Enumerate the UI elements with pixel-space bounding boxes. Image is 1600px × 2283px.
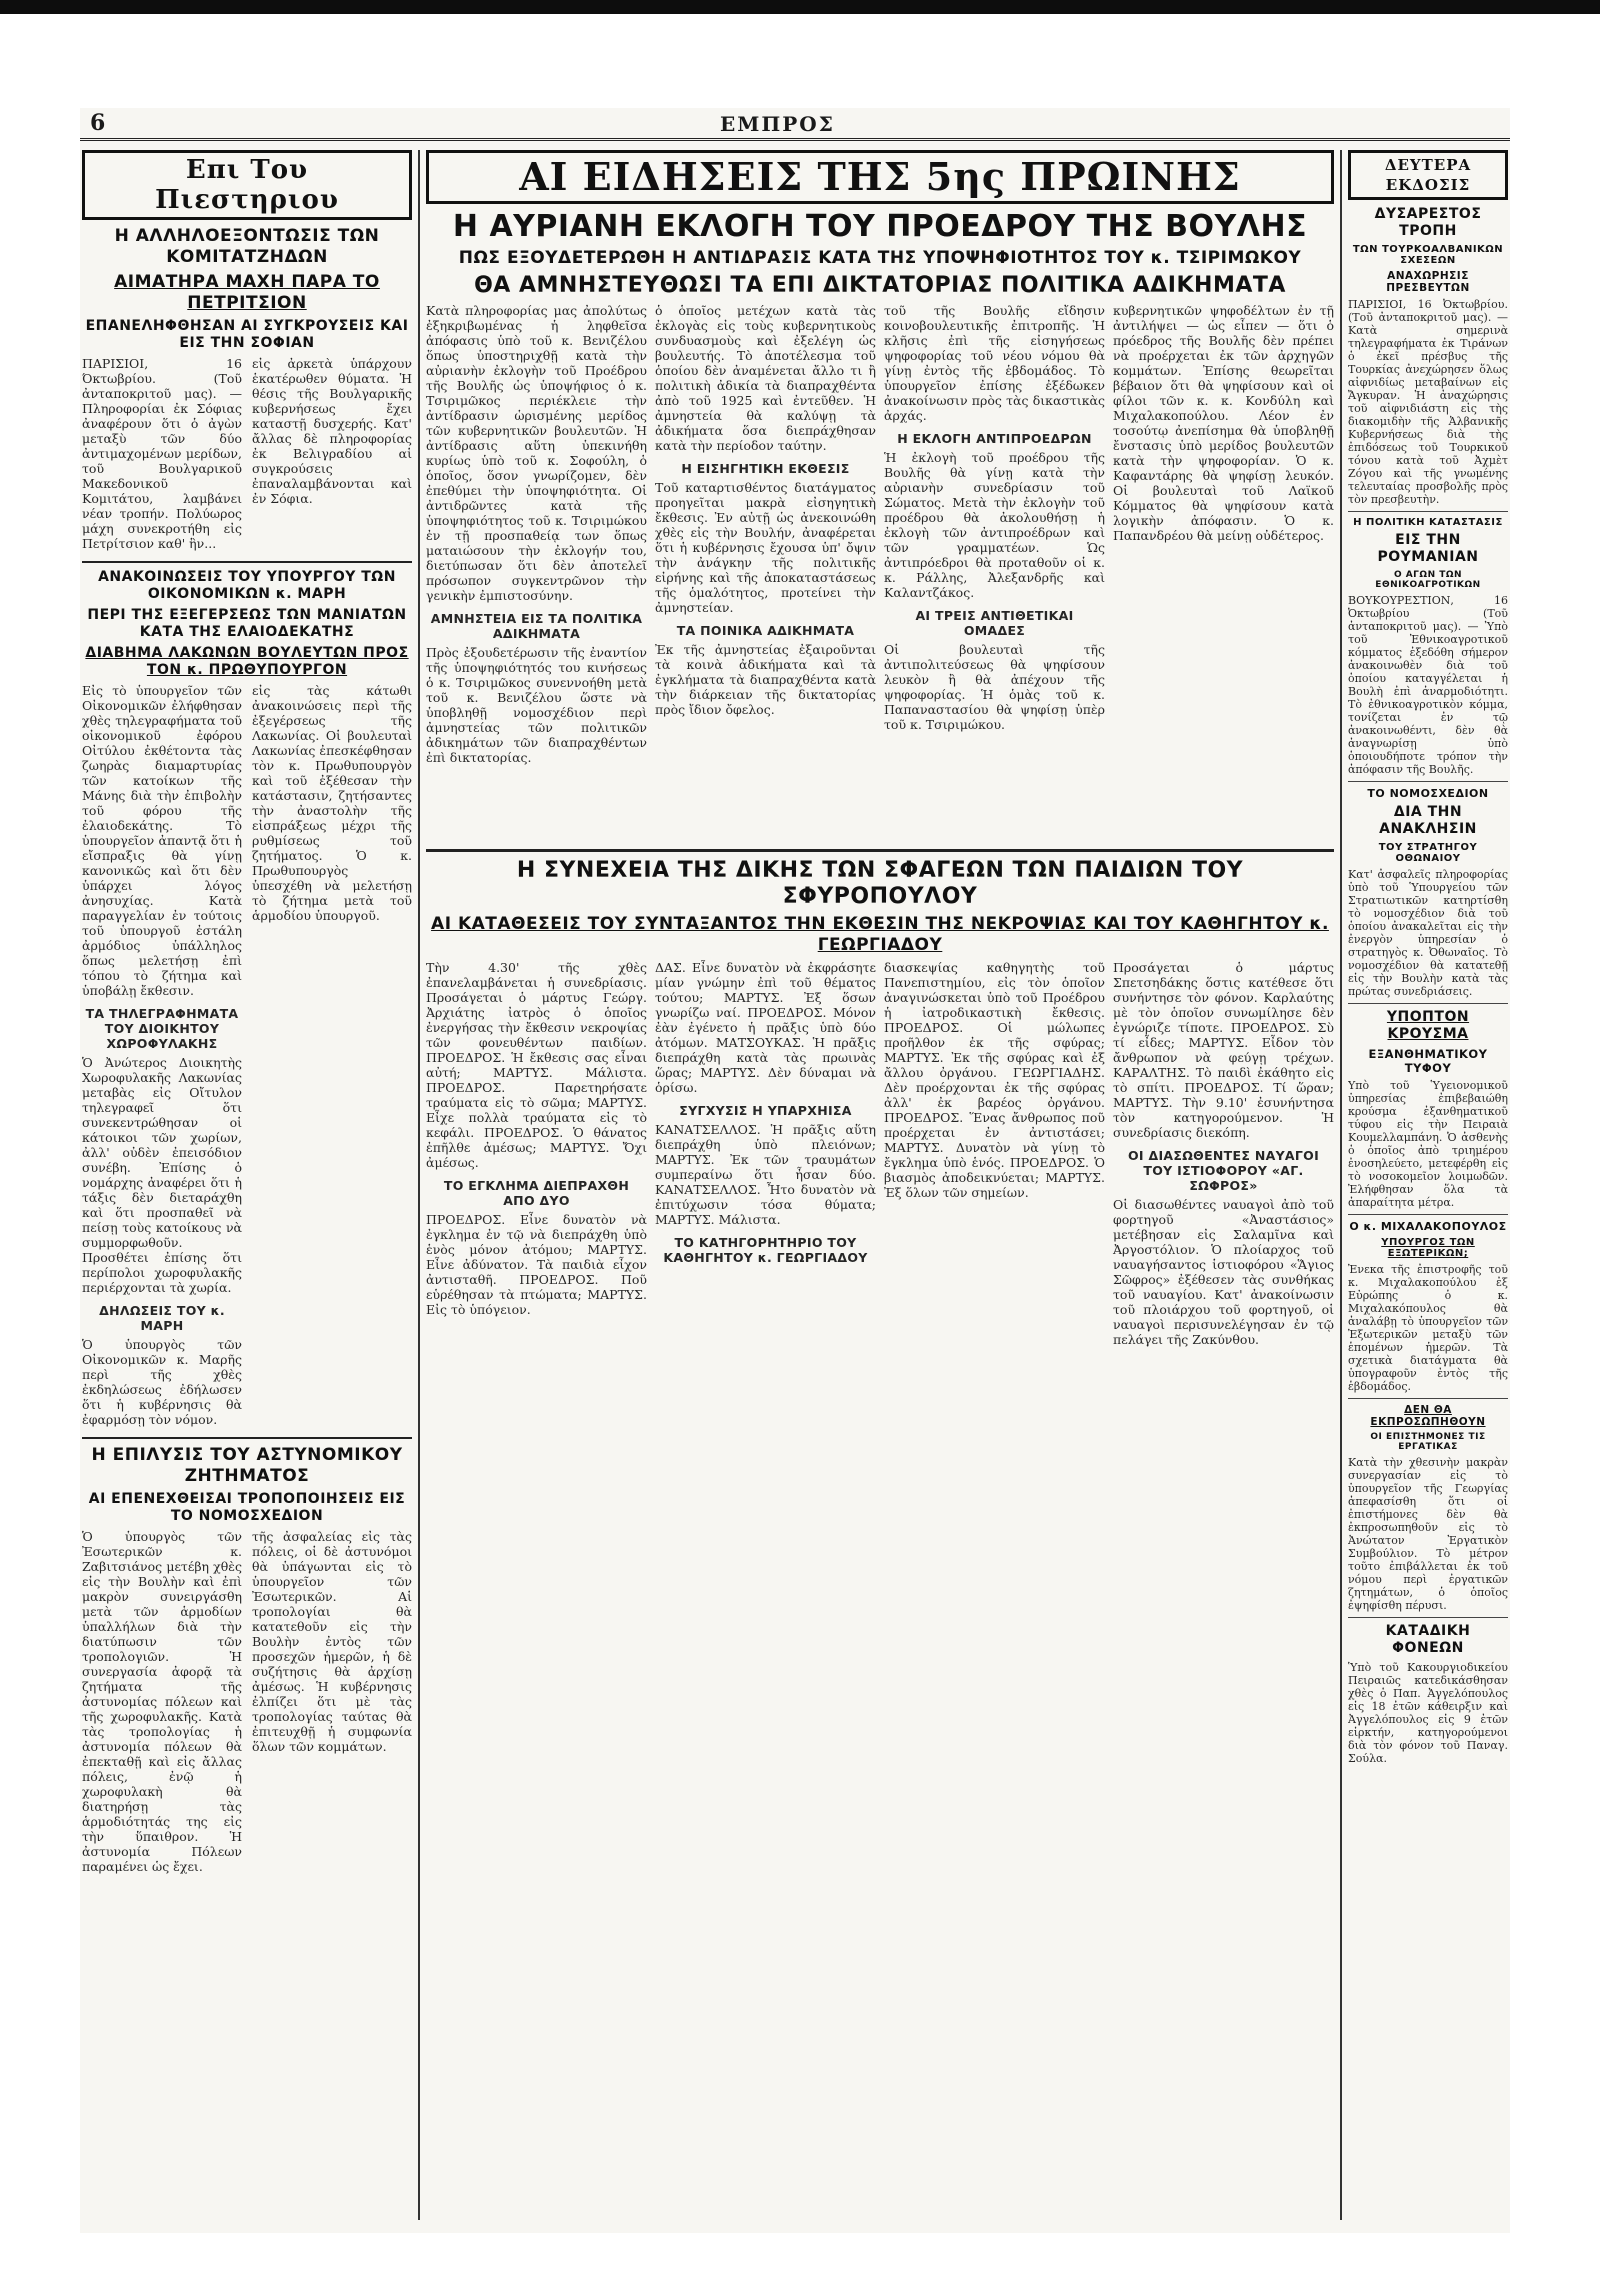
- right-headline-2b: ΕΙΣ ΤΗΝ ΡΟΥΜΑΝΙΑΝ: [1377, 532, 1479, 565]
- page-number: 6: [90, 110, 106, 136]
- left-story-2: [82, 683, 412, 1431]
- right-headline-3a: ΤΟ ΝΟΜΟΣΧΕΔΙΟΝ: [1367, 787, 1489, 800]
- divider: [1348, 1214, 1508, 1215]
- trial-headline-1: Η ΣΥΝΕΧΕΙΑ ΤΗΣ ΔΙΚΗΣ ΤΩΝ ΣΦΑΓΕΩΝ ΤΩΝ ΠΑΙΔΙΩΝ ΤΟΥ ΣΦΥΡΟΠΟΥΛΟΥ: [516, 858, 1244, 909]
- center-section-title: ΑΙ ΕΙΔΗΣΕΙΣ ΤΗΣ 5ης ΠΡΩΙΝΗΣ: [426, 150, 1334, 204]
- right-column: [1348, 150, 1508, 2220]
- right-headline-5a: Ο κ. ΜΙΧΑΛΑΚΟΠΟΥΛΟΣ: [1349, 1220, 1507, 1233]
- left-headline-1b: ΑΙΜΑΤΗΡΑ ΜΑΧΗ ΠΑΡΑ ΤΟ ΠΕΤΡΙΤΣΙΟΝ: [114, 272, 380, 313]
- center-story: [426, 303, 1334, 843]
- center-col2-text: ὁ ὁποῖος μετέχων κατὰ τὰς ἐκλογὰς εἰς τοὺς κυβερνητικοὺς συνδυασμοὺς καὶ ἐξελέγη ὡς βουλευτής. Τὸ ἀποτέλεσμα τοῦ ὁποίου δὲν ἀναμένεται ἄλλο τι ἢ πολιτικὴ ἀδικία τὰ διαπραχθέντα ἀπὸ τοῦ 1925 καὶ ἐντεῦθεν. Ἡ ἀμνηστεία θὰ καλύψῃ τὰ ἀδικήματα ὅσα διεπράχθησαν κατὰ τὴν περίοδον ταύτην.: [655, 303, 876, 453]
- left-story-2-text-b: εἰς τὰς κάτωθι ἀνακοινώσεις περὶ τῆς ἐξεγέρσεως τῆς Λακωνίας. Οἱ βουλευταὶ Λακωνίας ἐπεσκέφθησαν τὸν κ. Πρωθυπουργὸν καὶ τοῦ ἐξέθεσαν τὴν κατάστασιν, ζητήσαντες τὴν ἀναστολὴν τῆς εἰσπράξεως μέχρι τῆς ρυθμίσεως τοῦ ζητήματος. Ὁ κ. Πρωθυπουργὸς ὑπεσχέθη νὰ μελετήσῃ τὸ ζήτημα μετὰ τοῦ ἁρμοδίου ὑπουργοῦ.: [252, 683, 412, 923]
- left-headline-3: Η ΕΠΙΛΥΣΙΣ ΤΟΥ ΑΣΤΥΝΟΜΙΚΟΥ ΖΗΤΗΜΑΤΟΣ: [91, 1445, 403, 1486]
- divider: [1348, 781, 1508, 782]
- right-section-title: ΔΕΥΤΕΡΑ ΕΚΔΟΣΙΣ: [1348, 150, 1508, 200]
- left-headline-2b: ΠΕΡΙ ΤΗΣ ΕΞΕΓΕΡΣΕΩΣ ΤΩΝ ΜΑΝΙΑΤΩΝ ΚΑΤΑ ΤΗΣ ΕΛΑΙΟΔΕΚΑΤΗΣ: [87, 607, 407, 640]
- trial-col2-text-b: ΚΑΝΑΤΣΕΛΛΟΣ. Ἡ πρᾶξις αὕτη διεπράχθη ὑπὸ πλειόνων; ΜΑΡΤΥΣ. Ἐκ τῶν τραυμάτων συμπεραίνω ὅτι ἦσαν δύο. ΚΑΝΑΤΣΕΛΛΟΣ. Ἦτο δυνατὸν νὰ ἐπιτύχωσιν τόσα θύματα; ΜΑΡΤΥΣ. Μάλιστα.: [655, 1122, 876, 1227]
- column-rule: [1340, 150, 1342, 2220]
- center-col3-subhead-2: ΑΙ ΤΡΕΙΣ ΑΝΤΙΘΕΤΙΚΑΙ ΟΜΑΔΕΣ: [915, 608, 1074, 638]
- trial-headline-2: ΑΙ ΚΑΤΑΘΕΣΕΙΣ ΤΟΥ ΣΥΝΤΑΞΑΝΤΟΣ ΤΗΝ ΕΚΘΕΣΙΝ ΤΗΣ ΝΕΚΡΟΨΙΑΣ ΚΑΙ ΤΟΥ ΚΑΘΗΓΗΤΟΥ κ. ΓΕΩΡΓΙΑΔΟΥ: [431, 914, 1329, 955]
- left-headline-2a: ΑΝΑΚΟΙΝΩΣΕΙΣ ΤΟΥ ΥΠΟΥΡΓΟΥ ΤΩΝ ΟΙΚΟΝΟΜΙΚΩΝ κ. ΜΑΡΗ: [98, 569, 396, 602]
- right-story-3: Κατ' ἀσφαλεῖς πληροφορίας ὑπὸ τοῦ Ὑπουργείου τῶν Στρατιωτικῶν κατηρτίσθη τὸ νομοσχέδιον διὰ τοῦ ὁποίου ἀνακαλεῖται εἰς τὴν ἐνεργὸν ὑπηρεσίαν ὁ στρατηγὸς κ. Ὀθωναῖος. Τὸ νομοσχέδιον θὰ κατατεθῇ εἰς τὴν Βουλὴν κατὰ τὰς πρώτας συνεδριάσεις.: [1348, 868, 1508, 998]
- right-story-6: Κατὰ τὴν χθεσινὴν μακρὰν συνεργασίαν εἰς τὸ ὑπουργεῖον τῆς Γεωργίας ἀπεφασίσθη ὅτι οἱ ἐπιστήμονες δὲν θὰ ἐκπροσωπηθοῦν εἰς τὸ Ἀνώτατον Ἐργατικὸν Συμβούλιον. Τὸ μέτρον τοῦτο ἐπιβάλλεται ἐκ τοῦ νόμου περὶ ἐργατικῶν ζητημάτων, ὁ ὁποῖος ἐψηφίσθη πέρυσι.: [1348, 1456, 1508, 1612]
- center-col1-subhead: ΑΜΝΗΣΤΕΙΑ ΕΙΣ ΤΑ ΠΟΛΙΤΙΚΑ ΑΔΙΚΗΜΑΤΑ: [430, 611, 643, 641]
- trial-col4-text: Προσάγεται ὁ μάρτυς Σπετσηδάκης ὅστις κατέθεσε ὅτι συνήντησε τὸν φόνον. Καρλαύτης μὲ τὸν ὁποῖον συνωμίλησε δὲν ἐγνώριζε τίποτε. ΠΡΟΕΔΡΟΣ. Σὺ τί εἶδες; ΜΑΡΤΥΣ. Εἶδον τὸν ἄνθρωπον νὰ φεύγῃ τρέχων. ΚΑΡΑΛΤΗΣ. Τὸ παιδὶ ἐκάθητο εἰς τὸ σπίτι. ΠΡΟΕΔΡΟΣ. Τί ὥραν; ΜΑΡΤΥΣ. Τὴν 9.10' ἐσυνήντησα τὸν κατηγορούμενον. Ἡ συνεδρίασις διεκόπη.: [1113, 960, 1334, 1140]
- page-header: [80, 108, 1510, 141]
- left-subhead-2: ΔΗΛΩΣΕΙΣ ΤΟΥ κ. ΜΑΡΗ: [99, 1303, 225, 1333]
- right-story-5: Ἐνεκα τῆς ἐπιστροφῆς τοῦ κ. Μιχαλακοπούλου ἐξ Εὐρώπης ὁ κ. Μιχαλακόπουλος θὰ ἀναλάβῃ τὸ ὑπουργεῖον τῶν Ἐξωτερικῶν μεταξὺ τῶν ἑπομένων ἡμερῶν. Τὰ σχετικὰ διατάγματα θὰ ὑπογραφοῦν ἐντὸς τῆς ἑβδομάδος.: [1348, 1263, 1508, 1393]
- left-story-2-text-c: Ὁ Ἀνώτερος Διοικητὴς Χωροφυλακῆς Λακωνίας μεταβὰς εἰς Οἴτυλον τηλεγραφεῖ ὅτι συνεκεντρώθησαν οἱ κάτοικοι τῶν χωρίων, ἀλλ' οὐδὲν ἐπεισόδιον συνέβη. Ἐπίσης ὁ νομάρχης ἀναφέρει ὅτι ἡ τάξις δὲν διεταράχθη καὶ ὅτι προσπαθεῖ νὰ πείσῃ τοὺς κατοίκους νὰ συμμορφωθοῦν. Προσθέτει ἐπίσης ὅτι περίπολοι χωροφυλακῆς περιέρχονται τὰ χωρία.: [82, 1055, 242, 1295]
- left-story-3-text-a: Ὁ ὑπουργὸς τῶν Ἐσωτερικῶν κ. Ζαβιτσιάνος μετέβη χθὲς εἰς τὴν Βουλὴν καὶ ἐπὶ μακρὸν συνειργάσθη μετὰ τῶν ἁρμοδίων ὑπαλλήλων διὰ τὴν διατύπωσιν τῶν τροπολογιῶν. Ἡ συνεργασία ἀφορᾷ τὰ ζητήματα τῆς ἀστυνομίας πόλεων καὶ τῆς χωροφυλακῆς. Κατὰ τὰς τροπολογίας ἡ ἀστυνομία πόλεων θὰ ἐπεκταθῇ καὶ εἰς ἄλλας πόλεις, ἐνῷ ἡ χωροφυλακὴ θὰ διατηρήσῃ τὰς ἁρμοδιότητάς της εἰς τὴν ὕπαιθρον. Ἡ ἀστυνομία Πόλεων παραμένει ὡς ἔχει.: [82, 1529, 242, 1874]
- center-column: [426, 150, 1334, 2220]
- trial-col2-text: ΔΑΣ. Εἶνε δυνατὸν νὰ ἐκφράσητε μίαν γνώμην ἐπὶ τοῦ θέματος τούτου; ΜΑΡΤΥΣ. Ἐξ ὅσων γνωρίζω ναί. ΠΡΟΕΔΡΟΣ. Μόνον ἐὰν ἐγένετο ἡ πρᾶξις ὑπὸ δύο ἀτόμων. ΜΑΤΣΟΥΚΑΣ. Ἡ πρᾶξις διεπράχθη κατὰ τὰς πρωινὰς ὥρας; ΜΑΡΤΥΣ. Δὲν δύναμαι νὰ ὁρίσω.: [655, 960, 876, 1095]
- right-story-1: ΠΑΡΙΣΙΟΙ, 16 Ὀκτωβρίου. (Τοῦ ἀνταποκριτοῦ μας). — Κατὰ σημερινὰ τηλεγραφήματα ἐκ Τιράνων ὁ ἐκεῖ πρέσβυς τῆς Τουρκίας ἀνεχώρησεν ὅλως αἰφνιδίως μεταβαίνων εἰς Ἄγκυραν. Ἡ ἀναχώρησις τοῦ αἰφνιδιάστη εἰς τὴς διακομιδὴν τῆς Ἀλβανικῆς Κυβερνήσεως διὰ τὴς ἐπιδόσεως τοῦ Τουρκικοῦ τόνου κατὰ τοῦ Ἀχμὲτ Ζόγου καὶ τῆς γνωμένης τελευταίας προσβολῆς πρὸς τὸν πρεσβευτὴν.: [1348, 298, 1508, 506]
- right-headline-4a: ΥΠΟΠΤΟΝ ΚΡΟΥΣΜΑ: [1386, 1009, 1470, 1042]
- left-headline-1c: ΕΠΑΝΕΛΗΦΘΗΣΑΝ ΑΙ ΣΥΓΚΡΟΥΣΕΙΣ ΚΑΙ ΕΙΣ ΤΗΝ ΣΟΦΙΑΝ: [85, 318, 409, 351]
- divider: [82, 561, 412, 563]
- divider: [1348, 1398, 1508, 1399]
- divider: [82, 1437, 412, 1439]
- left-column: [82, 150, 412, 2220]
- right-headline-6b: ΟΙ ΕΠΙΣΤΗΜΟΝΕΣ ΤΙΣ ΕΡΓΑΤΙΚΑΣ: [1370, 1432, 1486, 1452]
- center-col2-subhead-1: Η ΕΙΣΗΓΗΤΙΚΗ ΕΚΘΕΣΙΣ: [681, 461, 850, 476]
- right-headline-1b: ΤΩΝ ΤΟΥΡΚΟΑΛΒΑΝΙΚΩΝ ΣΧΕΣΕΩΝ: [1352, 244, 1504, 266]
- right-story-4: Υπὸ τοῦ Ὑγειονομικοῦ ὑπηρεσίας ἐπιβεβαιώθη κρούσμα ἐξανθηματικοῦ τύφου εἰς τὴν Πειραιὰ Κουμελλαμπάνη. Ὁ ἀσθενὴς ὁ ὁποῖος ἀπὸ τριημέρου ἐνοσηλεύετο, μετεφέρθη εἰς τὸ νοσοκομεῖον λοιμωδῶν. Ἐλήφθησαν ὅλα τὰ ἀπαραίτητα μέτρα.: [1348, 1079, 1508, 1209]
- trial-col3-text: διασκεψίας καθηγητὴς τοῦ Πανεπιστημίου, εἰς τὸν ὁποῖον ἀναγινώσκεται ὑπὸ τοῦ Προέδρου ἡ ἰατροδικαστικὴ ἔκθεσις. ΠΡΟΕΔΡΟΣ. Οἱ μώλωπες προῆλθον ἐκ τῆς σφύρας; ΜΑΡΤΥΣ. Ἐκ τῆς σφύρας καὶ ἐξ ἄλλου ὀργάνου. ΓΕΩΡΓΙΑΔΗΣ. Δὲν προέρχονται ἐκ τῆς σφύρας ἀλλ' ἐκ βαρέος ὀργάνου. ΠΡΟΕΔΡΟΣ. Ἕνας ἄνθρωπος ποῦ προέρχεται ἐν ἀντιστάσει; ΜΑΡΤΥΣ. Δυνατὸν νὰ γίνῃ τὸ ἔγκλημα ὑπὸ ἑνός. ΠΡΟΕΔΡΟΣ. Ὁ βιασμὸς ἀποδεικνύεται; ΜΑΡΤΥΣ. Ἐξ ὅλων τῶν σημείων.: [884, 960, 1105, 1200]
- center-headline-1: Η ΑΥΡΙΑΝΗ ΕΚΛΟΓΗ ΤΟΥ ΠΡΟΕΔΡΟΥ ΤΗΣ ΒΟΥΛΗΣ: [452, 209, 1308, 244]
- center-col3-subhead-1: Η ΕΚΛΟΓΗ ΑΝΤΙΠΡΟΕΔΡΩΝ: [897, 431, 1092, 446]
- right-headline-2a: Η ΠΟΛΙΤΙΚΗ ΚΑΤΑΣΤΑΣΙΣ: [1353, 517, 1503, 528]
- column-rule: [418, 150, 420, 2220]
- right-headline-1c: ΑΝΑΧΩΡΗΣΙΣ ΠΡΕΣΒΕΥΤΩΝ: [1386, 270, 1470, 294]
- trial-col2-subhead: ΣΥΓΧΥΣΙΣ Η ΥΠΑΡΧΗΙΣΑ: [679, 1103, 852, 1118]
- left-story-1-text-a: ΠΑΡΙΣΙΟΙ, 16 Όκτωβρίου. (Τοῦ ἀνταποκριτοῦ μας). — Πληροφορίαι ἐκ Σόφιας ἀναφέρουν ὅτι ὁ ἀγὼν μεταξὺ τῶν δύο ἀντιμαχομένων μερίδων, τοῦ Βουλγαρικοῦ Μακεδονικοῦ Κομιτάτου, λαμβάνει νέαν τροπήν. Πολύωρος μάχη συνεκροτήθη εἰς Πετρίτσιον καθ' ἣν...: [82, 356, 242, 551]
- left-story-2-text-a: Εἰς τὸ ὑπουργεῖον τῶν Οἰκονομικῶν ἐλήφθησαν χθὲς τηλεγραφήματα τοῦ οἰκονομικοῦ ἐφόρου Οἰτύλου ἐκθέτοντα τὰς ζωηρὰς διαμαρτυρίας τῶν κατοίκων τῆς Μάνης διὰ τὴν ἐπιβολὴν τοῦ φόρου τῆς ἐλαιοδεκάτης. Τὸ ὑπουργεῖον ἀπαντᾷ ὅτι ἡ εἴσπραξις θὰ γίνῃ κανονικῶς καὶ ὅτι δὲν ὑπάρχει λόγος ἀνησυχίας. Κατὰ παραγγελίαν ἐν τούτοις τοῦ ὑπουργοῦ ἐστάλη ἀρμόδιος ὑπάλληλος ὅπως μελετήσῃ ἐπὶ τόπου τὸ ζήτημα καὶ ὑποβάλῃ ἔκθεσιν.: [82, 683, 242, 998]
- right-headline-5b: ΥΠΟΥΡΓΟΣ ΤΩΝ ΕΞΩΤΕΡΙΚΩΝ;: [1381, 1237, 1475, 1259]
- trial-col4-subhead: ΟΙ ΔΙΑΣΩΘΕΝΤΕΣ ΝΑΥΑΓΟΙ ΤΟΥ ΙΣΤΙΟΦΟΡΟΥ «ΑΓ. ΣΩΦΡΟΣ»: [1127, 1148, 1320, 1193]
- left-section-title: Επι Του Πιεστηριου: [82, 150, 412, 220]
- right-headline-6a: ΔΕΝ ΘΑ ΕΚΠΡΟΣΩΠΗΘΟΥΝ: [1370, 1404, 1486, 1428]
- center-col1-text-b: Πρὸς ἐξουδετέρωσιν τῆς ἐναντίον τῆς ὑποψηφιότητός του κινήσεως ὁ κ. Τσιριμῶκος συνεννοήθη μετὰ τοῦ κ. Βενιζέλου ὥστε νὰ ὑποβληθῇ νομοσχέδιον περὶ ἀμνηστείας τῶν πολιτικῶν ἀδικημάτων τῶν διαπραχθέντων ἐπὶ δικτατορίας.: [426, 645, 647, 765]
- center-col2-text-b: Τοῦ καταρτισθέντος διατάγματος προηγεῖται μακρὰ εἰσηγητικὴ ἔκθεσις. Ἐν αὐτῇ ὡς ἀνεκοινώθη χθὲς εἰς τὴν Βουλήν, ἀναφέρεται ὅτι ἡ κυβέρνησις ἔχουσα ὑπ' ὄψιν τὴν ἀνάγκην τῆς πολιτικῆς εἰρήνης καὶ τῆς ἀποκαταστάσεως τῆς ὁμαλότητος, προτείνει τὴν ἀμνηστείαν.: [655, 480, 876, 615]
- center-col3-text-b: Ἡ ἐκλογὴ τοῦ προέδρου τῆς Βουλῆς θὰ γίνῃ κατὰ τὴν αὐριανὴν συνεδρίασιν τοῦ Σώματος. Μετὰ τὴν ἐκλογὴν τοῦ προέδρου θὰ ἀκολουθήσῃ ἡ ἐκλογὴ τῶν ἀντιπροέδρων καὶ τῶν γραμματέων. Ὡς ἀντιπρόεδροι θὰ προταθοῦν οἱ κ. κ. Ράλλης, Ἀλεξανδρῆς καὶ Καλαντζάκος.: [884, 450, 1105, 600]
- divider: [426, 849, 1334, 852]
- left-story-1-text-b: εἰς ἀρκετὰ ὑπάρχουν ἑκατέρωθεν θύματα. Ἡ θέσις τῆς Βουλγαρικῆς κυβερνήσεως ἔχει καταστῇ δυσχερής. Κατ' ἄλλας δὲ πληροφορίας ἐκ Βελιγραδίου αἱ συγκρούσεις ἐπαναλαμβάνονται καὶ ἐν Σόφια.: [252, 356, 412, 506]
- center-headline-2: ΠΩΣ ΕΞΟΥΔΕΤΕΡΩΘΗ Η ΑΝΤΙΔΡΑΣΙΣ ΚΑΤΑ ΤΗΣ ΥΠΟΨΗΦΙΟΤΗΤΟΣ ΤΟΥ κ. ΤΣΙΡΙΜΩΚΟΥ: [458, 248, 1302, 268]
- trial-col1-subhead: ΤΟ ΕΓΚΛΗΜΑ ΔΙΕΠΡΑΧΘΗ ΑΠΟ ΔΥΟ: [443, 1178, 630, 1208]
- masthead: ΕΜΠΡΟΣ: [720, 112, 835, 136]
- left-story-3: [82, 1529, 412, 1878]
- left-story-1: [82, 356, 412, 555]
- left-story-2-text-d: Ὁ ὑπουργὸς τῶν Οἰκονομικῶν κ. Μαρῆς περὶ τῆς χθὲς ἐκδηλώσεως ἐδήλωσεν ὅτι ἡ κυβέρνησις θὰ ἐφαρμόσῃ τὸν νόμον.: [82, 1337, 242, 1427]
- divider: [1348, 1617, 1508, 1618]
- trial-col1-text: Τὴν 4.30' τῆς χθὲς ἐπανελαμβάνεται ἡ συνεδρίασις. Προσάγεται ὁ μάρτυς Γεώργ. Ἀρχιάτης ἰατρὸς ὁ ὁποῖος ἐνεργήσας τὴν ἔκθεσιν νεκροψίας τῶν φονευθέντων παιδίων. ΠΡΟΕΔΡΟΣ. Ἡ ἔκθεσις σας εἶναι αὐτή; ΜΑΡΤΥΣ. Μάλιστα. ΠΡΟΕΔΡΟΣ. Παρετηρήσατε τραύματα εἰς τὸ σῶμα; ΜΑΡΤΥΣ. Εἶχε πολλὰ τραύματα εἰς τὸ κεφάλι. ΠΡΟΕΔΡΟΣ. Ὁ θάνατος ἐπῆλθε ἀμέσως; ΜΑΡΤΥΣ. Ὄχι ἀμέσως.: [426, 960, 647, 1170]
- trial-col4-text-b: Οἱ διασωθέντες ναυαγοὶ ἀπὸ τοῦ φορτηγοῦ «Ἀναστάσιος» μετέβησαν εἰς Σαλαμῖνα καὶ Ἀργοστόλιον. Ὁ πλοίαρχος τοῦ ναυαγήσαντος ἱστιοφόρου «Ἅγιος Σῶφρος» ἐξέθεσεν τὰς συνθήκας τοῦ ναυαγίου. Κατ' ἀνακοίνωσιν τοῦ πλοιάρχου τοῦ φορτηγοῦ, οἱ ναυαγοὶ περισυνελέγησαν ἐν τῷ πελάγει τῆς Ζακύνθου.: [1113, 1197, 1334, 1347]
- trial-story: [426, 960, 1334, 2220]
- right-headline-2c: Ο ΑΓΩΝ ΤΩΝ ΕΘΝΙΚΟΑΓΡΟΤΙΚΩΝ: [1375, 570, 1481, 590]
- left-subhead-1: ΤΑ ΤΗΛΕΓΡΑΦΗΜΑΤΑ ΤΟΥ ΔΙΟΙΚΗΤΟΥ ΧΩΡΟΦΥΛΑΚΗΣ: [85, 1006, 239, 1051]
- divider: [1348, 511, 1508, 512]
- center-col2-text-c: Ἐκ τῆς ἀμνηστείας ἐξαιροῦνται τὰ κοινὰ ἀδικήματα καὶ τὰ ἐγκλήματα τὰ διαπραχθέντα κατὰ τὴν διάρκειαν τῆς δικτατορίας πρὸς ἴδιον ὄφελος.: [655, 642, 876, 717]
- center-col1-text: Κατὰ πληροφορίας μας ἀπολύτως ἐξηκριβωμένας ἡ ληφθεῖσα ἀπόφασις ὑπὸ τοῦ κ. Βενιζέλου ὅπως ὑποστηριχθῇ κατὰ τὴν αὐριανὴν ἐκλογὴν τοῦ Προέδρου τῆς Βουλῆς ὡς ὑποψήφιος ὁ κ. Τσιριμῶκος περιέκλειε τὴν ἀντίδρασιν ὡρισμένης μερίδος τῶν κυβερνητικῶν βουλευτῶν. Ἡ ἀντίδρασις αὕτη ὑπεκινήθη κυρίως ὑπὸ τοῦ κ. Σοφούλη, ὁ ὁποῖος, ὅσον γνωρίζομεν, δὲν ἐπεθύμει τὴν ὑποψηφιότητα. Οἱ ἀντιδρῶντες κατὰ τῆς ὑποψηφιότητος τοῦ κ. Τσιριμώκου ἐν τῇ προσπαθείᾳ των ὅπως ματαιώσουν τὴν ἐκλογήν του, διετύπωσαν ὅτι δὲν ἀποτελεῖ πρόσωπον συγκεντρῶνον τὴν γενικὴν ἐμπιστοσύνην.: [426, 303, 647, 603]
- trial-col2-subhead-2: ΤΟ ΚΑΤΗΓΟΡΗΤΗΡΙΟ ΤΟΥ ΚΑΘΗΓΗΤΟΥ κ. ΓΕΩΡΓΙΑΔΟΥ: [663, 1235, 868, 1265]
- right-headline-1a: ΔΥΣΑΡΕΣΤΟΣ ΤΡΟΠΗ: [1374, 206, 1482, 239]
- left-story-3-text-b: τῆς ἀσφαλείας εἰς τὰς πόλεις, οἱ δὲ ἀστυνόμοι θὰ ὑπάγωνται εἰς τὸ ὑπουργεῖον τῶν Ἐσωτερικῶν. Αἱ τροπολογίαι θὰ κατατεθοῦν εἰς τὴν Βουλὴν ἐντὸς τῶν προσεχῶν ἡμερῶν, ἡ δὲ συζήτησις θὰ ἀρχίσῃ ἀμέσως. Ἡ κυβέρνησις ἐλπίζει ὅτι μὲ τὰς τροπολογίας ταύτας θὰ ἐπιτευχθῇ ἡ συμφωνία ὅλων τῶν κομμάτων.: [252, 1529, 412, 1754]
- top-edge-rule: [0, 0, 1600, 14]
- center-headline-3: ΘΑ ΑΜΝΗΣΤΕΥΘΩΣΙ ΤΑ ΕΠΙ ΔΙΚΤΑΤΟΡΙΑΣ ΠΟΛΙΤΙΚΑ ΑΔΙΚΗΜΑΤΑ: [474, 273, 1286, 298]
- right-headline-4b: ΕΞΑΝΘΗΜΑΤΙΚΟΥ ΤΥΦΟΥ: [1368, 1047, 1488, 1075]
- divider: [1348, 1003, 1508, 1004]
- right-headline-3c: ΤΟΥ ΣΤΡΑΤΗΓΟΥ ΟΘΩΝΑΙΟΥ: [1378, 842, 1478, 864]
- right-headline-3b: ΔΙΑ ΤΗΝ ΑΝΑΚΛΗΣΙΝ: [1379, 804, 1477, 837]
- center-col3-text-c: Οἱ βουλευταὶ τῆς ἀντιπολιτεύσεως θὰ ψηφίσουν λευκὸν ἢ θὰ ἀπέχουν τῆς ψηφοφορίας. Ἡ ὁμὰς τοῦ κ. Παπαναστασίου θὰ ψηφίσῃ ὑπὲρ τοῦ κ. Τσιριμώκου.: [884, 642, 1105, 732]
- trial-col1-text-b: ΠΡΟΕΔΡΟΣ. Εἶνε δυνατὸν νὰ ἐγκλημα ἐν τῷ νὰ διεπράχθη ὑπὸ ἑνὸς μόνον ἀτόμου; ΜΑΡΤΥΣ. Εἶνε ἀδύνατον. Τὰ παιδιὰ εἶχον ἀντισταθῆ. ΠΡΟΕΔΡΟΣ. Ποῦ εὑρέθησαν τὰ πτώματα; ΜΑΡΤΥΣ. Εἰς τὸ ὑπόγειον.: [426, 1212, 647, 1317]
- center-col3-text: τοῦ τῆς Βουλῆς εἴδησιν κοινοβουλευτικῆς ἐπιτροπῆς. Ἡ κλῆσις ἐπὶ τῆς εἰσηγήσεως ψηφοφορίας τοῦ νέου νόμου θὰ γίνῃ ἐντὸς τῆς ἑβδομάδος. Τὸ ὑπουργεῖον ἐπίσης ἐξέδωκεν ἀνακοίνωσιν πρὸς τὰς δικαστικὰς ἀρχάς.: [884, 303, 1105, 423]
- right-headline-7: ΚΑΤΑΔΙΚΗ ΦΟΝΕΩΝ: [1385, 1623, 1471, 1656]
- right-story-7: Ὑπὸ τοῦ Κακουργιοδικείου Πειραιῶς κατεδικάσθησαν χθὲς ὁ Παπ. Ἀγγελόπουλος εἰς 18 ἐτῶν κάθειρξιν καὶ Ἀγγελόπουλος εἰς 9 ἐτῶν εἱρκτήν, κατηγορούμενοι διὰ τὸν φόνον τοῦ Παναγ. Σούλα.: [1348, 1661, 1508, 1765]
- left-headline-3-sub: ΑΙ ΕΠΕΝΕΧΘΕΙΣΑΙ ΤΡΟΠΟΠΟΙΗΣΕΙΣ ΕΙΣ ΤΟ ΝΟΜΟΣΧΕΔΙΟΝ: [88, 1491, 406, 1524]
- left-headline-1a: Η ΑΛΛΗΛΟΕΞΟΝΤΩΣΙΣ ΤΩΝ ΚΟΜΙΤΑΤΖΗΔΩΝ: [114, 226, 380, 267]
- center-col4-text: κυβερνητικῶν ψηφοδέλτων ἐν τῇ ἀντιλήψει — ὡς εἶπεν — ὅτι ὁ πρόεδρος τῆς Βουλῆς δὲν πρέπει νὰ προέρχεται ἐκ τῶν ἀρχηγῶν κομμάτων. Ἐπίσης θεωρεῖται βέβαιον ὅτι θὰ ψηφίσουν καὶ οἱ φίλοι τῶν κ. κ. Κονδύλη καὶ Μιχαλακοπούλου. Λέον ἐν τοσούτῳ ἀνεπίσημα θὰ ὑποβληθῇ ἔνστασις ὑπὸ μερίδος βουλευτῶν κατὰ τὴν ψηφοφορίαν. Ὁ κ. Καφαντάρης θὰ ψηφίσῃ λευκόν. Οἱ βουλευταὶ τοῦ Λαϊκοῦ Κόμματος θὰ ψηφίσουν κατὰ λογικὴν ἀπόφασιν. Ὁ κ. Παπανδρέου θὰ μείνῃ οὐδέτερος.: [1113, 303, 1334, 543]
- left-headline-2c: ΔΙΑΒΗΜΑ ΛΑΚΩΝΩΝ ΒΟΥΛΕΥΤΩΝ ΠΡΟΣ ΤΟΝ κ. ΠΡΩΘΥΠΟΥΡΓΟΝ: [85, 645, 409, 678]
- right-story-2: ΒΟΥΚΟΥΡΕΣΤΙΟΝ, 16 Ὀκτωβρίου (Τοῦ ἀνταποκριτοῦ μας). — Ὑπὸ τοῦ Ἐθνικοαγροτικοῦ κόμματος ἐξεδόθη σήμερον ἀνακοινωθὲν διὰ τοῦ ὁποίου καταγγέλεται ἡ Βουλὴ ἐπὶ ἀναρμοδιότητι. Τὸ ἐθνικοαγροτικὸν κόμμα, τονίζεται ἐν τῷ ἀνακοινωθέντι, δὲν θὰ ἀναγνωρίσῃ ὑπὸ ὁποιουδήποτε τρόπον τὴν ἀπόφασιν τῆς Βουλῆς.: [1348, 594, 1508, 776]
- center-col2-subhead-2: ΤΑ ΠΟΙΝΙΚΑ ΑΔΙΚΗΜΑΤΑ: [676, 623, 855, 638]
